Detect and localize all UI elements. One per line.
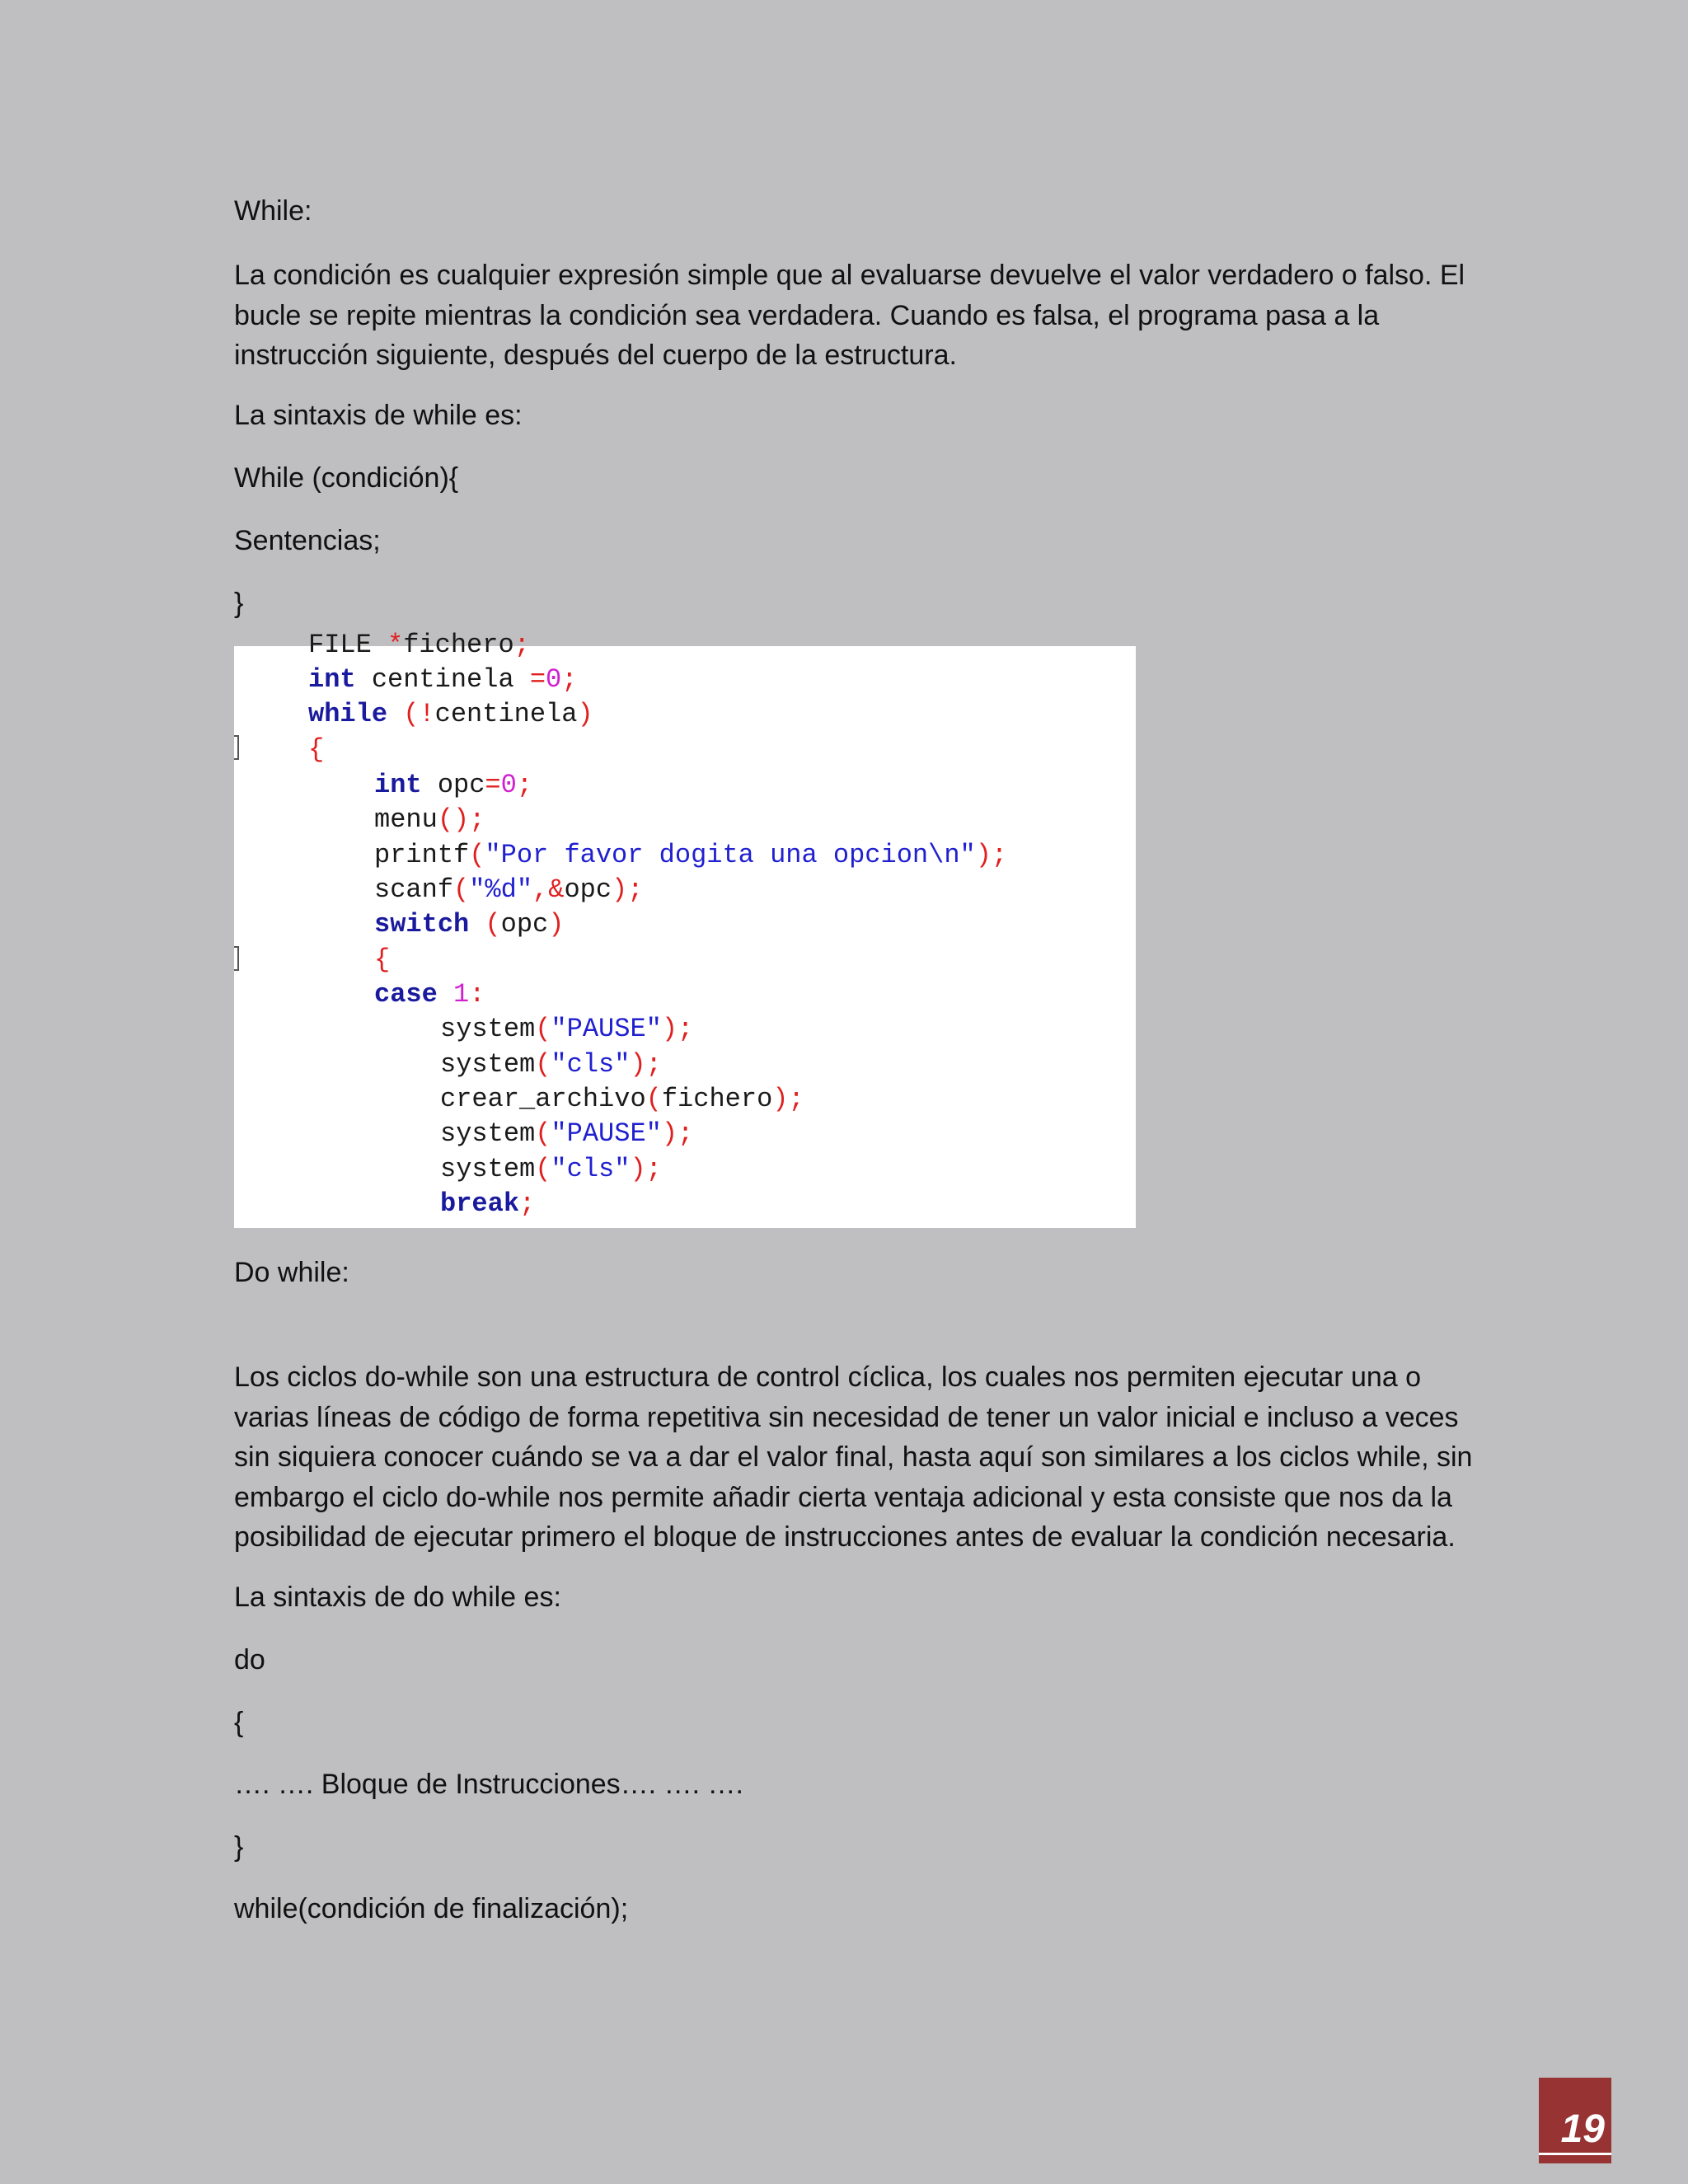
while-syntax-line: While (condición){ [234,462,459,494]
code-line: while (!centinela) [308,699,593,729]
do-while-syntax-intro: La sintaxis de do while es: [234,1582,561,1613]
code-line: break; [440,1188,536,1219]
gutter-fold-mark [234,946,239,971]
code-line: int centinela =0; [308,664,578,695]
do-while-syntax-line: { [234,1707,244,1738]
while-syntax-line: } [234,588,244,619]
page-number-badge [1539,2078,1611,2163]
code-line: menu(); [374,804,485,835]
code-line: int opc=0; [374,770,533,800]
while-heading: While: [234,195,312,227]
do-while-description-line: varias líneas de código de forma repetitiva sin necesidad de tener un valor inicial e incluso a veces [234,1401,1459,1433]
code-line: FILE *fichero; [308,630,530,660]
do-while-description-line: posibilidad de ejecutar primero el bloque de instrucciones antes de evaluar la condición necesaria. [234,1521,1456,1553]
do-while-description-line: sin siquiera conocer cuándo se va a dar el valor final, hasta aquí son similares a los ciclos while, sin [234,1441,1473,1473]
code-line: printf("Por favor dogita una opcion\n"); [374,840,1008,870]
page-number: 19 [1560,2107,1605,2151]
while-description-line: bucle se repite mientras la condición sea verdadera. Cuando es falsa, el programa pasa a la [234,299,1380,331]
code-line: system("cls"); [440,1154,662,1184]
code-line: scanf("%d",&opc); [374,874,644,905]
code-line: crear_archivo(fichero); [440,1084,804,1114]
while-description-line: instrucción siguiente, después del cuerpo de la estructura. [234,340,957,371]
while-syntax-line: Sentencias; [234,525,381,556]
do-while-description-line: embargo el ciclo do-while nos permite añadir cierta ventaja adicional y esta consiste que nos da la [234,1481,1452,1513]
do-while-syntax-line: …. …. Bloque de Instrucciones…. …. …. [234,1769,743,1800]
do-while-syntax-line: do [234,1644,265,1675]
code-line: system("PAUSE"); [440,1118,694,1149]
code-line: system("cls"); [440,1049,662,1080]
while-description-line: La condición es cualquier expresión simple que al evaluarse devuelve el valor verdadero o falso. El [234,260,1465,291]
while-description [234,255,1470,376]
page-number-underline [1539,2153,1611,2155]
gutter-fold-mark [234,735,239,760]
code-line: case 1: [374,979,485,1010]
do-while-syntax-line: } [234,1831,244,1863]
code-line: { [374,944,391,975]
do-while-description-line: Los ciclos do-while son una estructura de control cíclica, los cuales nos permiten ejecutar una o [234,1361,1422,1393]
do-while-syntax-line: while(condición de finalización); [234,1893,629,1924]
do-while-description [234,1357,1473,1558]
code-screenshot [234,630,1136,1228]
code-line: { [308,734,325,765]
code-line: switch (opc) [374,909,565,940]
while-syntax-intro: La sintaxis de while es: [234,400,523,431]
do-while-heading: Do while: [234,1257,349,1288]
code-line: system("PAUSE"); [440,1014,694,1044]
